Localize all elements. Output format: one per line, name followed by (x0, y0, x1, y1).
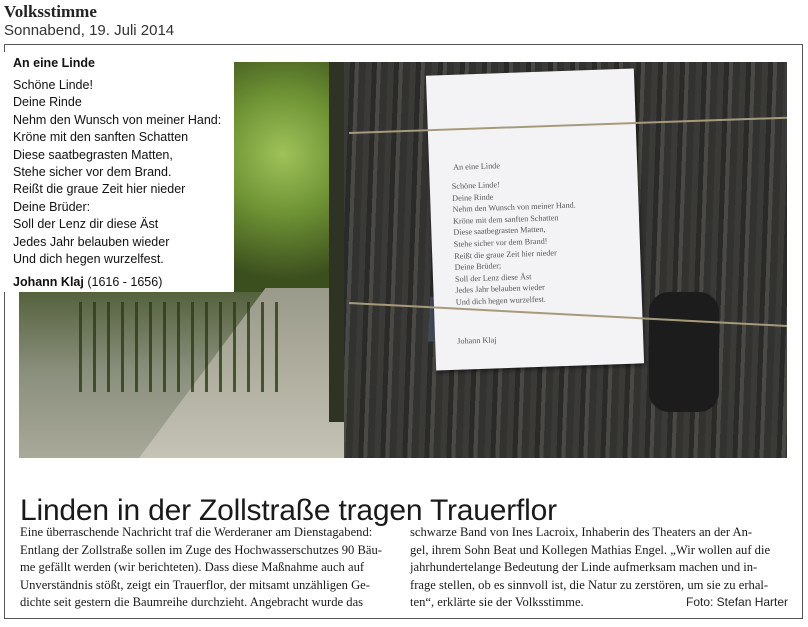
poem-inset (4, 52, 234, 292)
poem-line: Jedes Jahr belauben wieder (13, 234, 170, 249)
poem-line: Reißt die graue Zeit hier nieder (13, 182, 186, 197)
article-line: gel, ihrem Sohn Beat und Kollegen Mathias Engel. „Wir wollen auf die (410, 542, 771, 557)
article-headline: Linden in der Zollstraße tragen Trauerflor (20, 494, 557, 528)
publication-date: Sonnabend, 19. Juli 2014 (4, 22, 175, 39)
poem-line: Diese saatbegrasten Matten, (13, 147, 173, 162)
sheet-line: Soll der Lenz diese Äst (454, 271, 532, 284)
sheet-line: Nehm den Wunsch von meiner Hand. (452, 200, 576, 215)
article-line: ten“, erklärte sie der Volksstimme. (410, 595, 584, 609)
poem-author-years: (1616 - 1656) (87, 275, 163, 289)
poem-title: An eine Linde (13, 56, 95, 70)
poem-line: Stehe sicher vor dem Brand. (13, 165, 172, 180)
article-line: Eine überraschende Nachricht traf die Werderaner am Dienstagabend: (20, 525, 373, 539)
poem-line: Nehm den Wunsch von meiner Hand: (13, 112, 222, 127)
article-line: schwarze Band von Ines Lacroix, Inhaberin des Theaters an der An- (410, 525, 753, 539)
photo-credit: Foto: Stefan Harter (686, 595, 789, 609)
sheet-author: Johann Klaj (457, 335, 497, 346)
article-line: frage stellen, ob es sinnvoll ist, die Natur zu zerstören, um sie zu erhal- (410, 577, 769, 592)
sheet-title: An eine Linde (452, 161, 501, 172)
article-line: Entlang der Zollstraße sollen im Zuge des Hochwasserschutzes 90 Bäu- (20, 542, 382, 557)
sheet-line: Deine Rinde (452, 192, 494, 203)
article-line: Unverständnis stößt, zeigt ein Trauerflor, der mitsamt unzähligen Ge- (20, 577, 370, 592)
black-mourning-band (649, 292, 719, 412)
poem-author (13, 275, 162, 289)
poem-line: Soll der Lenz dir diese Äst (13, 217, 159, 232)
poem-line: Kröne mit den sanften Schatten (13, 130, 189, 145)
poem-author-name: Johann Klaj (13, 275, 84, 289)
poem-line: Deine Rinde (13, 95, 82, 110)
article-line: jahrhundertelange Bedeutung der Linde aufmerksam machen und in- (410, 560, 758, 574)
sheet-line: Stehe sicher vor dem Brand! (453, 236, 548, 249)
article-column-1 (20, 524, 396, 612)
article-line: me gefällt werden (wir berichteten). Dass diese Maßnahme auch auf (20, 560, 365, 574)
sheet-line: Schöne Linde! (451, 180, 500, 191)
newspaper-masthead: Volksstimme (4, 2, 97, 21)
sheet-line: Reißt die graue Zeit hier nieder (454, 247, 557, 261)
article-line: dichte seit gestern die Baumreihe durchzieht. Angebracht wurde das (20, 595, 364, 609)
poem-line: Deine Brüder: (13, 199, 91, 214)
sheet-line: Jedes Jahr belauben wieder (455, 283, 545, 296)
sheet-line: Und dich hegen wurzelfest. (455, 294, 546, 307)
poem-lines (13, 77, 221, 268)
sheet-poem-lines (452, 177, 580, 309)
sheet-line: Kröne mit dem sanften Schatten (452, 212, 559, 226)
sheet-line: Deine Brüder; (454, 261, 502, 272)
railing (79, 302, 279, 392)
poem-line: Schöne Linde! (13, 78, 93, 92)
poem-sheet-on-tree (426, 68, 644, 370)
poem-line: Und dich hegen wurzelfest. (13, 252, 164, 267)
sheet-line: Diese saatbegrasten Matten, (453, 225, 546, 238)
